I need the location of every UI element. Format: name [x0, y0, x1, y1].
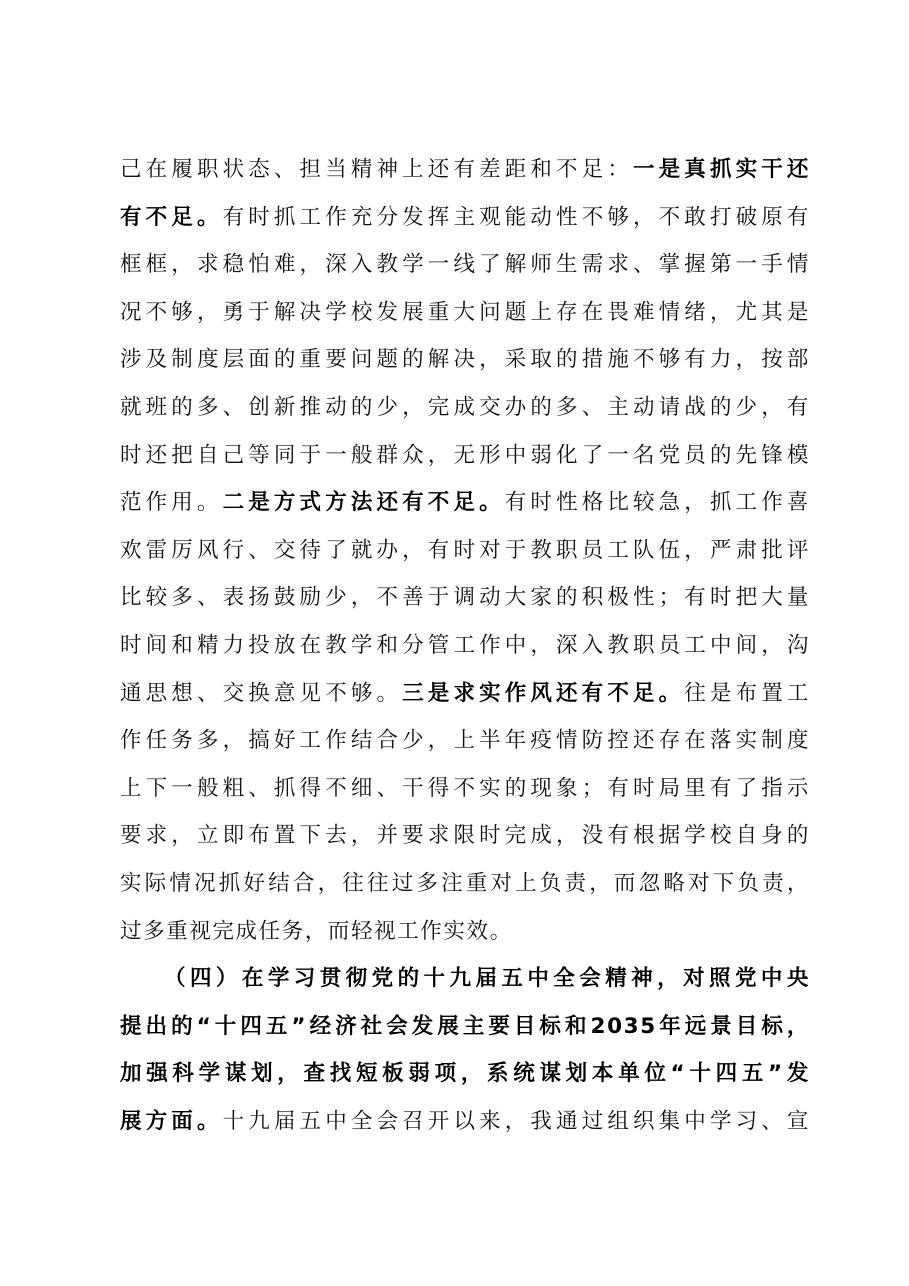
bold-text-segment: 三是求实作风还有不足。	[402, 680, 685, 706]
bold-text-segment: （四）在学习贯彻党的十九届五中全会精神，对照党中央	[164, 966, 810, 992]
text-segment: 有时抓工作充分发挥主观能动性不够，不敢打破原有	[222, 204, 810, 230]
text-line	[120, 1098, 810, 1146]
bold-text-segment: 有不足。	[120, 204, 223, 230]
text-line	[120, 527, 810, 575]
bold-text-segment: 一是真抓实干还	[633, 157, 810, 182]
text-segment: 比较多、表扬鼓励少，不善于调动大家的积极性；有时把大量	[120, 585, 810, 611]
text-segment: 时间和精力投放在教学和分管工作中，深入教职员工中间，沟	[120, 632, 810, 658]
text-segment: 己在履职状态、担当精神上还有差距和不足：	[120, 157, 633, 182]
text-line	[120, 574, 810, 622]
text-segment: 要求，立即布置下去，并要求限时完成，没有根据学校自身的	[120, 823, 810, 849]
text-segment: 范作用。	[120, 490, 223, 516]
text-segment: 涉及制度层面的重要问题的解决，采取的措施不够有力，按部	[120, 347, 810, 373]
text-line	[120, 194, 810, 242]
bold-text-segment: 展方面。	[120, 1108, 223, 1134]
text-line	[120, 1050, 810, 1098]
text-line	[120, 432, 810, 480]
text-segment: 欢雷厉风行、交待了就办，有时对于教职员工队伍，严肃批评	[120, 537, 810, 563]
text-line	[120, 955, 810, 1003]
bold-text-segment: 加强科学谋划，查找短板弱项，系统谋划本单位“十四五”发	[120, 1061, 810, 1087]
text-segment: 有时性格比较急，抓工作喜	[504, 490, 811, 516]
text-segment: 就班的多、创新推动的少，完成交办的多、主动请战的少，有	[120, 394, 810, 420]
text-segment: 作任务多，搞好工作结合少，上半年疫情防控还存在落实制度	[120, 728, 810, 754]
text-line	[120, 670, 810, 718]
text-segment: 通思想、交换意见不够。	[120, 680, 403, 706]
text-line	[120, 908, 810, 956]
text-line	[120, 717, 810, 765]
text-line	[120, 860, 810, 908]
text-line	[120, 765, 810, 813]
text-line	[120, 289, 810, 337]
text-segment: 往是布置工	[684, 680, 810, 706]
text-segment: 实际情况抓好结合，往往过多注重对上负责，而忽略对下负责，	[120, 870, 810, 896]
bold-text-segment: 提出的“十四五”经济社会发展主要目标和2035年远景目标，	[120, 1013, 810, 1039]
text-line	[120, 146, 810, 194]
text-segment: 十九届五中全会召开以来，我通过组织集中学习、宣	[222, 1108, 810, 1134]
text-line	[120, 241, 810, 289]
text-line	[120, 384, 810, 432]
text-line	[120, 622, 810, 670]
text-segment: 框框，求稳怕难，深入教学一线了解师生需求、掌握第一手情	[120, 252, 810, 278]
text-segment: 时还把自己等同于一般群众，无形中弱化了一名党员的先锋模	[120, 442, 810, 468]
text-line	[120, 812, 810, 860]
body-text	[120, 146, 810, 1145]
text-line	[120, 479, 810, 527]
text-line	[120, 336, 810, 384]
bold-text-segment: 二是方式方法还有不足。	[222, 490, 505, 516]
text-line	[120, 1003, 810, 1051]
text-segment: 上下一般粗、抓得不细、干得不实的现象；有时局里有了指示	[120, 775, 810, 801]
text-segment: 过多重视完成任务，而轻视工作实效。	[120, 918, 513, 944]
text-segment: 况不够，勇于解决学校发展重大问题上存在畏难情绪，尤其是	[120, 299, 810, 325]
